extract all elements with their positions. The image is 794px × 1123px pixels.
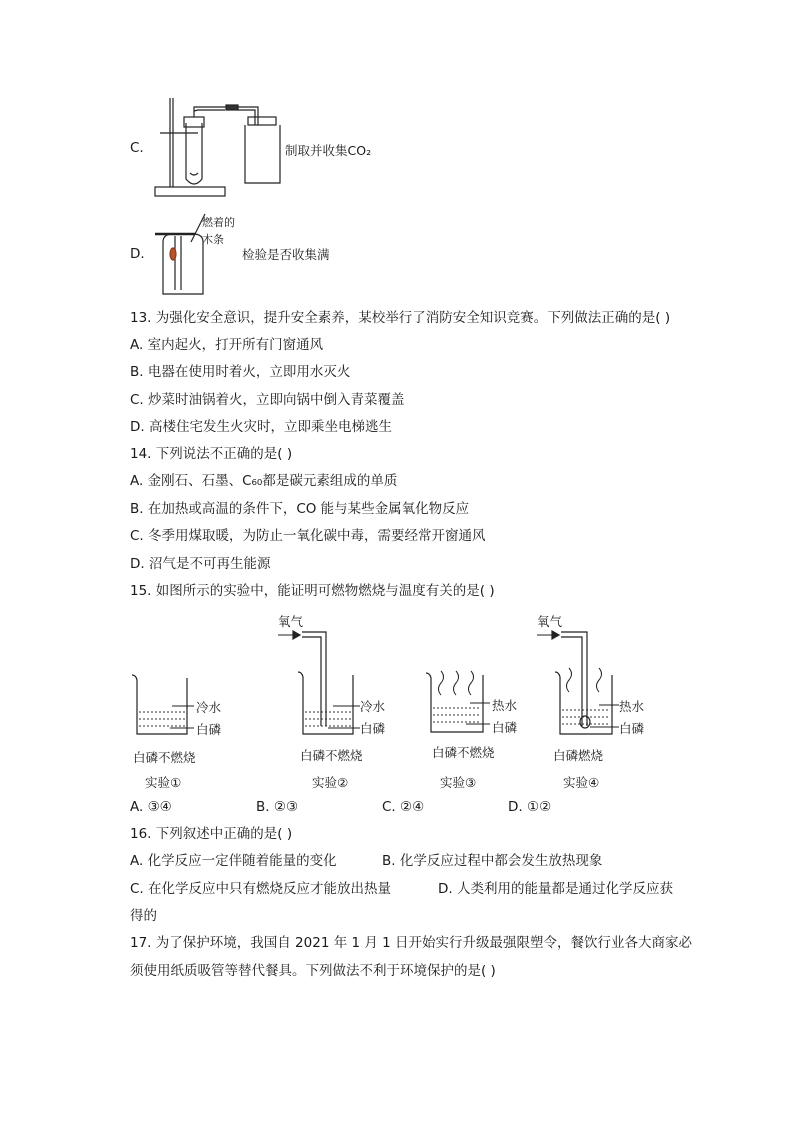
question-15-option-b: B. ②③ [256,799,299,815]
question-13-option-b: B. 电器在使用时着火，立即用水灭火 [130,364,351,380]
option-c-letter: C. [130,140,144,156]
exp2-phosphorus-label: 白磷 [360,721,386,736]
exp1-phosphorus-label: 白磷 [196,722,222,737]
exp4-water-label: 热水 [619,699,645,714]
exp2-result: 白磷不燃烧 [300,748,363,763]
question-14-option-d: D. 沼气是不可再生能源 [130,556,271,572]
question-14-option-b: B. 在加热或高温的条件下，CO 能与某些金属氧化物反应 [130,501,470,517]
option-d-caption: 检验是否收集满 [242,247,330,262]
question-16-option-c: C. 在化学反应中只有燃烧反应才能放出热量 [130,881,392,897]
co2-generation-apparatus [150,95,290,200]
exp4-name: 实验④ [563,775,600,790]
question-13-option-c: C. 炒菜时油锅着火，立即向锅中倒入青菜覆盖 [130,392,405,408]
exp4-phosphorus-label: 白磷 [619,721,645,736]
question-15-stem: 15. 如图所示的实验中，能证明可燃物燃烧与温度有关的是( ) [130,583,495,599]
beaker-experiment-1 [132,672,192,742]
beaker-experiment-2 [278,630,358,745]
exp3-phosphorus-label: 白磷 [492,720,518,735]
question-17-stem-line-2: 须使用纸质吸管等替代餐具。下列做法不利于环境保护的是( ) [130,963,496,979]
exp2-gas-label: 氧气 [278,614,304,629]
question-14-option-a: A. 金刚石、石墨、C₆₀都是碳元素组成的单质 [130,473,398,489]
stick-label-2: 木条 [202,233,224,246]
exp2-name: 实验② [312,775,349,790]
question-15-option-a: A. ③④ [130,799,172,815]
exp3-water-label: 热水 [492,698,518,713]
question-16-option-a: A. 化学反应一定伴随着能量的变化 [130,853,337,869]
question-13-option-a: A. 室内起火，打开所有门窗通风 [130,337,324,353]
stick-label-1: 燃着的 [202,216,235,229]
exp3-name: 实验③ [440,775,477,790]
exp1-water-label: 冷水 [196,700,222,715]
question-16-stem: 16. 下列叙述中正确的是( ) [130,826,293,842]
question-16-option-b: B. 化学反应过程中都会发生放热现象 [382,853,603,869]
exp4-result: 白磷燃烧 [553,748,604,763]
exp3-result: 白磷不燃烧 [432,745,495,760]
option-d-letter: D. [130,246,145,262]
question-13-stem: 13. 为强化安全意识，提升安全素养，某校举行了消防安全知识竞赛。下列做法正确的是( ) [130,310,671,326]
exp4-gas-label: 氧气 [537,614,563,629]
exp1-name: 实验① [145,775,182,790]
beaker-experiment-4 [537,630,617,745]
question-15-option-c: C. ②④ [382,799,425,815]
option-c-caption: 制取并收集CO₂ [285,143,372,158]
exp1-result: 白磷不燃烧 [133,750,196,765]
question-14-option-c: C. 冬季用煤取暖，为防止一氧化碳中毒，需要经常开窗通风 [130,528,486,544]
exp2-water-label: 冷水 [360,699,386,714]
question-13-option-d: D. 高楼住宅发生火灾时，立即乘坐电梯逃生 [130,419,392,435]
question-14-stem: 14. 下列说法不正确的是( ) [130,446,293,462]
question-16-option-d-continued: 得的 [130,908,157,924]
beaker-experiment-3 [426,670,491,740]
question-16-option-d: D. 人类利用的能量都是通过化学反应获 [438,881,673,897]
question-17-stem-line-1: 17. 为了保护环境，我国自 2021 年 1 月 1 日开始实行升级最强限塑令，餐饮行业各大商家必 [130,935,693,951]
question-15-option-d: D. ①② [508,799,552,815]
